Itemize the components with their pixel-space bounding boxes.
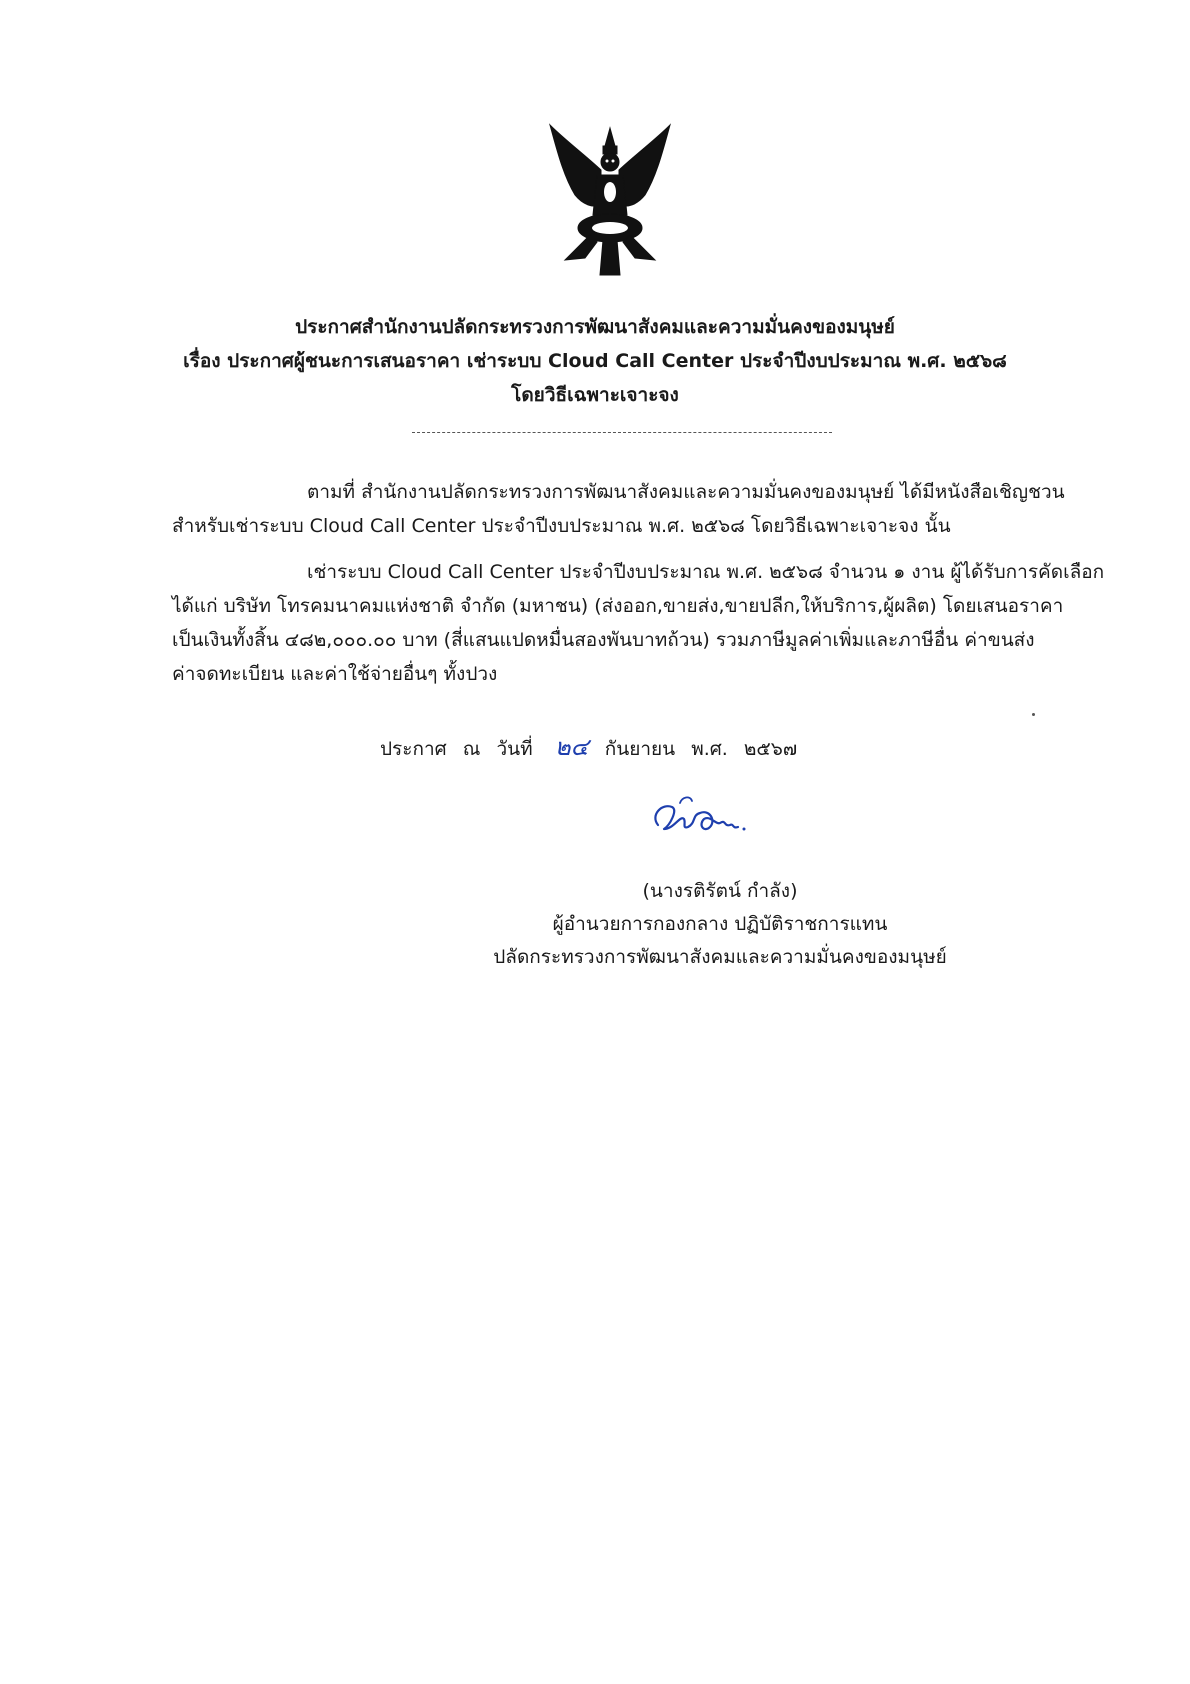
paragraph-line: สำหรับเช่าระบบ Cloud Call Center ประจำปีงบประมาณ พ.ศ. ๒๕๖๘ โดยวิธีเฉพาะเจาะจง นั้น — [172, 515, 951, 537]
signer-position: ผู้อำนวยการกองกลาง ปฏิบัติราชการแทน — [552, 913, 888, 935]
date-announce-word: ประกาศ — [380, 738, 447, 760]
paragraph-line: ตามที่ สำนักงานปลัดกระทรวงการพัฒนาสังคมและความมั่นคงของมนุษย์ ได้มีหนังสือเชิญชวน — [307, 481, 1065, 503]
paragraph-award — [172, 555, 1105, 691]
announcement-date — [380, 727, 807, 766]
stray-dot — [1032, 713, 1035, 716]
paragraph-line: เช่าระบบ Cloud Call Center ประจำปีงบประมาณ พ.ศ. ๒๕๖๘ จำนวน ๑ งาน ผู้ได้รับการคัดเลือก — [307, 561, 1105, 583]
dashed-separator — [412, 432, 832, 433]
handwritten-signature — [640, 785, 760, 845]
garuda-emblem-icon — [545, 120, 675, 280]
announcement-title — [80, 310, 1110, 412]
date-era: พ.ศ. — [691, 738, 728, 760]
paragraph-intro — [172, 475, 1080, 543]
signer-office: ปลัดกระทรวงการพัฒนาสังคมและความมั่นคงของมนุษย์ — [493, 946, 947, 968]
signer-name: (นางรติรัตน์ กำลัง) — [642, 880, 798, 902]
paragraph-line: ค่าจดทะเบียน และค่าใช้จ่ายอื่นๆ ทั้งปวง — [172, 663, 498, 685]
signer-block — [440, 875, 1000, 974]
date-month: กันยายน — [604, 738, 676, 760]
date-at-word: ณ — [462, 738, 481, 760]
paragraph-line: เป็นเงินทั้งสิ้น ๔๘๒,๐๐๐.๐๐ บาท (สี่แสนแปดหมื่นสองพันบาทถ้วน) รวมภาษีมูลค่าเพิ่มและภาษีอื่น ค่าขนส่ง — [172, 629, 1035, 651]
date-day-handwritten: ๒๔ — [554, 733, 589, 761]
date-day-label: วันที่ — [496, 738, 533, 760]
paragraph-line: ได้แก่ บริษัท โทรคมนาคมแห่งชาติ จำกัด (มหาชน) (ส่งออก,ขายส่ง,ขายปลีก,ให้บริการ,ผู้ผลิต) โดยเสนอราคา — [172, 595, 1064, 617]
date-year: ๒๕๖๗ — [743, 738, 798, 760]
title-line-2: เรื่อง ประกาศผู้ชนะการเสนอราคา เช่าระบบ Cloud Call Center ประจำปีงบประมาณ พ.ศ. ๒๕๖๘ — [183, 350, 1007, 372]
title-line-3: โดยวิธีเฉพาะเจาะจง — [511, 384, 679, 406]
title-line-1: ประกาศสำนักงานปลัดกระทรวงการพัฒนาสังคมและความมั่นคงของมนุษย์ — [295, 316, 895, 338]
